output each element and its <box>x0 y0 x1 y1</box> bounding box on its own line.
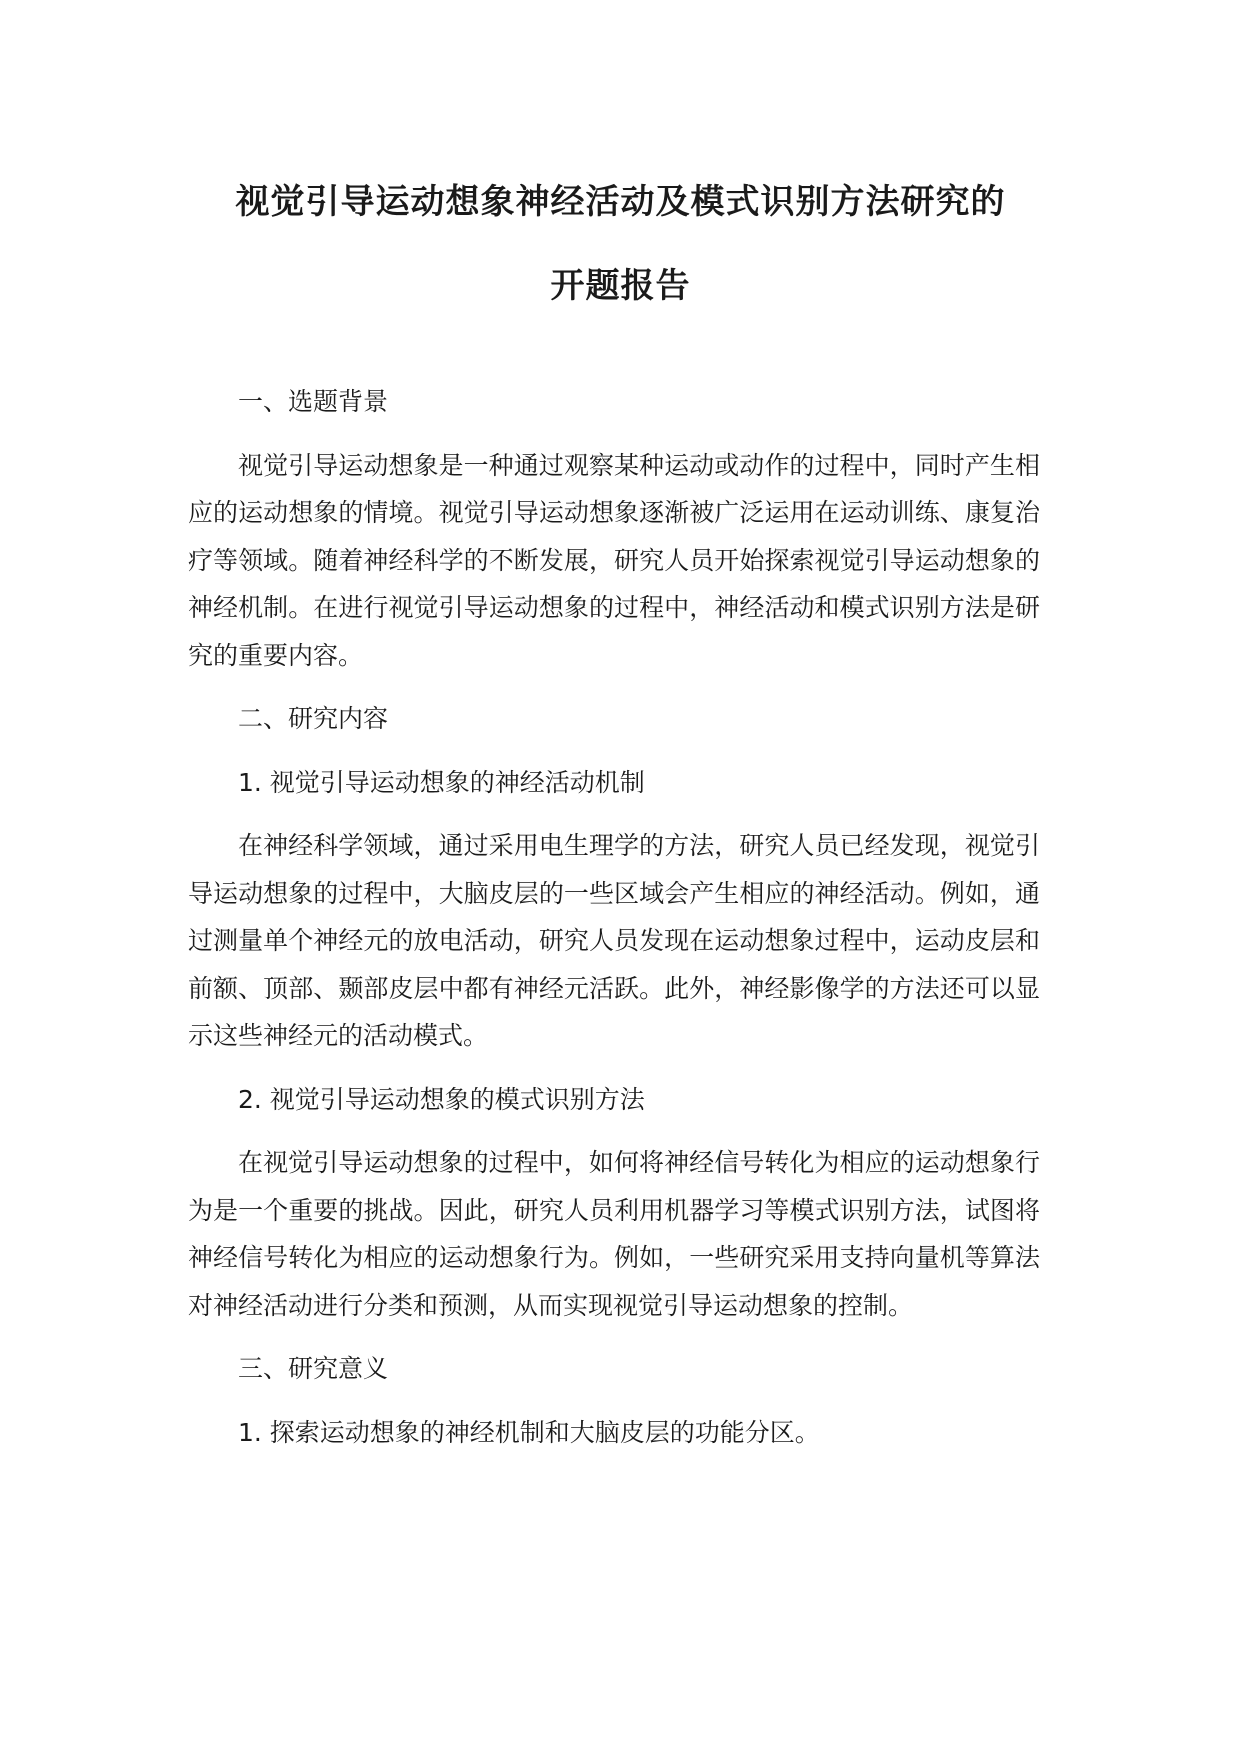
section-heading-significance: 三、研究意义 <box>238 1354 389 1383</box>
section-heading-research-content: 二、研究内容 <box>238 704 389 733</box>
paragraph-background: 视觉引导运动想象是一种通过观察某种运动或动作的过程中，同时产生相应的运动想象的情境。视觉引导运动想象逐渐被广泛运用在运动训练、康复治疗等领域。随着神经科学的不断发展，研究人员开始探索视觉引导运动想象的神经机制。在进行视觉引导运动想象的过程中，神经活动和模式识别方法是研究的重要内容。 <box>188 450 1040 670</box>
document-title-line-2: 开题报告 <box>550 266 691 306</box>
subheading-pattern-recognition: 2. 视觉引导运动想象的模式识别方法 <box>238 1084 645 1114</box>
paragraph-neural-mechanism: 在神经科学领域，通过采用电生理学的方法，研究人员已经发现，视觉引导运动想象的过程中，大脑皮层的一些区域会产生相应的神经活动。例如，通过测量单个神经元的放电活动，研究人员发现在运动想象过程中，运动皮层和前额、顶部、颞部皮层中都有神经元活跃。此外，神经影像学的方法还可以显示这些神经元的活动模式。 <box>188 831 1040 1050</box>
subheading-neural-mechanism: 1. 视觉引导运动想象的神经活动机制 <box>238 767 645 797</box>
document-title-line-1: 视觉引导运动想象神经活动及模式识别方法研究的 <box>235 182 1006 222</box>
section-heading-background: 一、选题背景 <box>238 387 389 416</box>
significance-item-1: 1. 探索运动想象的神经机制和大脑皮层的功能分区。 <box>238 1417 820 1447</box>
paragraph-pattern-recognition: 在视觉引导运动想象的过程中，如何将神经信号转化为相应的运动想象行为是一个重要的挑战。因此，研究人员利用机器学习等模式识别方法，试图将神经信号转化为相应的运动想象行为。例如，一些研究采用支持向量机等算法对神经活动进行分类和预测，从而实现视觉引导运动想象的控制。 <box>188 1148 1040 1320</box>
document-body <box>188 378 1040 1456</box>
